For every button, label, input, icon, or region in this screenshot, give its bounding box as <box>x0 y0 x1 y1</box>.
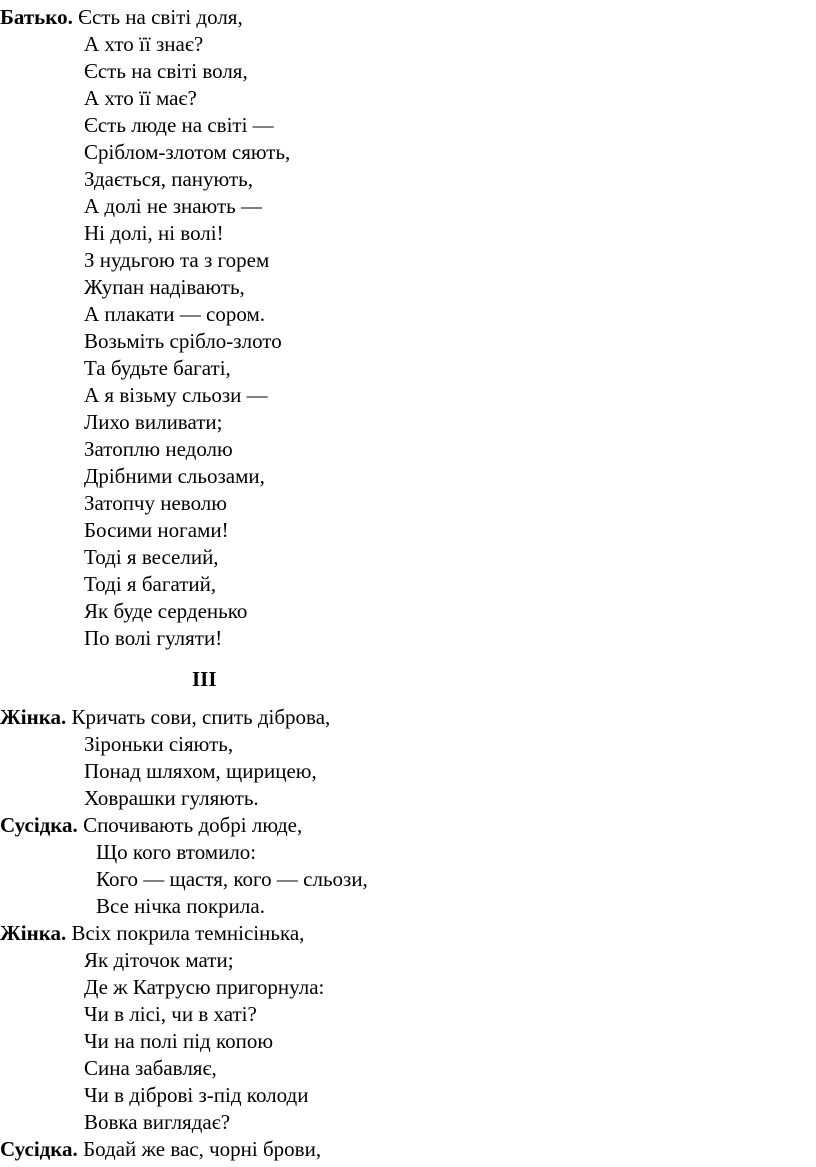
verse-line: Дрібними сльозами, <box>84 464 265 488</box>
speaker-name: Жінка. <box>0 705 67 729</box>
verse-line: Єсть на світі доля, <box>78 5 243 29</box>
speaker-name: Жінка. <box>0 921 67 945</box>
verse-line: Де ж Катрусю пригорнула: <box>84 975 325 999</box>
verse-line: Що кого втомило: <box>96 840 257 864</box>
verse-line: Затоплю недолю <box>84 437 233 461</box>
speaker-line <box>0 4 243 30</box>
verse-line: Спочивають добрі люде, <box>83 813 303 837</box>
verse-line: Жупан надівають, <box>84 275 245 299</box>
verse-line: Сина забавляє, <box>84 1056 217 1080</box>
verse-line: Як буде серденько <box>84 599 248 623</box>
verse-line: Чи на полі під копою <box>84 1029 274 1053</box>
verse-line: Все нічка покрила. <box>96 894 265 918</box>
verse-line: Тоді я багатий, <box>84 572 217 596</box>
speaker-line <box>0 1136 321 1162</box>
speaker-name: Батько. <box>0 5 73 29</box>
verse-line: Сріблом-злотом сяють, <box>84 140 291 164</box>
verse-line: А плакати — сором. <box>84 302 265 326</box>
verse-line: Босими ногами! <box>84 518 229 542</box>
verse-line: З нудьгою та з горем <box>84 248 270 272</box>
verse-line: Кричать сови, спить діброва, <box>71 705 331 729</box>
verse-line: Возьміть срібло-злото <box>84 329 282 353</box>
verse-line: Як діточок мати; <box>84 948 234 972</box>
speaker-name: Сусідка. <box>0 1137 78 1161</box>
verse-line: Затопчу неволю <box>84 491 227 515</box>
verse-line: А долі не знають — <box>84 194 262 218</box>
speaker-line <box>0 812 302 838</box>
verse-line: Єсть на світі воля, <box>84 59 248 83</box>
verse-line: Та будьте багаті, <box>84 356 231 380</box>
verse-line: Чи в діброві з-під колоди <box>84 1083 309 1107</box>
section-heading: ІІІ <box>192 667 217 691</box>
verse-line: Здається, панують, <box>84 167 253 191</box>
verse-line: Вовка виглядає? <box>84 1110 231 1134</box>
verse-line: Чи в лісі, чи в хаті? <box>84 1002 257 1026</box>
verse-line: А хто її знає? <box>84 32 204 56</box>
verse-line: Бодай же вас, чорні брови, <box>83 1137 322 1161</box>
speaker-line <box>0 920 304 946</box>
verse-line: Зіроньки сіяють, <box>84 732 234 756</box>
verse-line: Ні долі, ні волі! <box>84 221 224 245</box>
verse-line: А я візьму сльози — <box>84 383 268 407</box>
verse-line: А хто її має? <box>84 86 197 110</box>
speaker-name: Сусідка. <box>0 813 78 837</box>
verse-line: Кого — щастя, кого — сльози, <box>96 867 368 891</box>
verse-line: Всіх покрила темнісінька, <box>71 921 305 945</box>
verse-line: По волі гуляти! <box>84 626 223 650</box>
verse-line: Лихо виливати; <box>84 410 223 434</box>
verse-line: Понад шляхом, щирицею, <box>84 759 317 783</box>
verse-line: Ховрашки гуляють. <box>84 786 259 810</box>
verse-line: Єсть люде на світі — <box>84 113 274 137</box>
verse-line: Тоді я веселий, <box>84 545 219 569</box>
speaker-line <box>0 704 330 730</box>
